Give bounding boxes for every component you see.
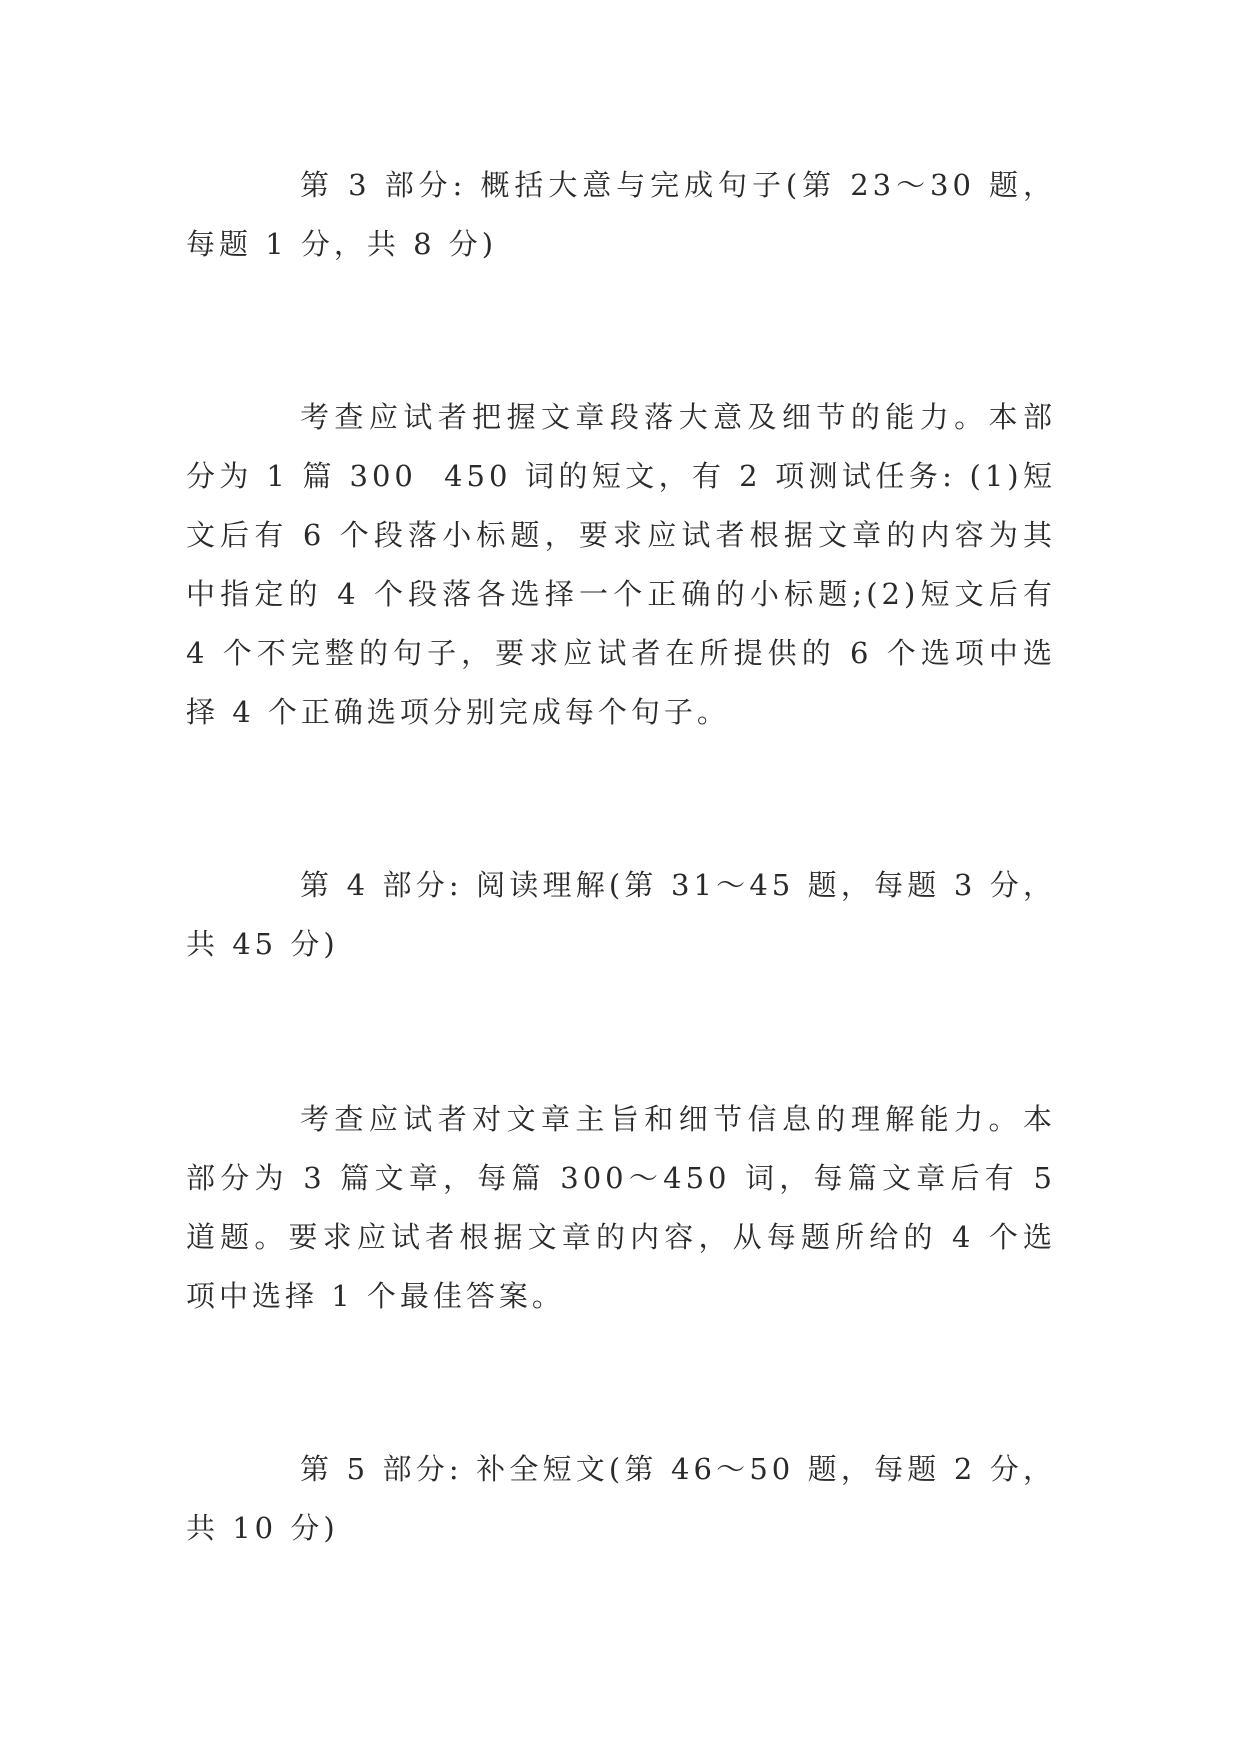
section-4-description: 考查应试者对文章主旨和细节信息的理解能力。本部分为 3 篇文章，每篇 300～450 词，每篇文章后有 5 道题。要求应试者根据文章的内容，从每题所给的 4 个选项中选择 1 个最佳答案。 [186, 1102, 1070, 1313]
section-3-description: 考查应试者把握文章段落大意及细节的能力。本部分为 1 篇 300 450 词的短文，有 2 项测试任务: (1)短文后有 6 个段落小标题，要求应试者根据文章的内容为其中指定的 4 个段落各选择一个正确的小标题;(2)短文后有 4 个不完整的句子，要求应试者在所提供的 6 个选项中选择 4 个正确选项分别完成每个句子。 [186, 400, 1070, 729]
section-4-heading: 第 4 部分: 阅读理解(第 31～45 题，每题 3 分，共 45 分) [186, 868, 1056, 961]
section-5-heading: 第 5 部分: 补全短文(第 46～50 题，每题 2 分，共 10 分) [186, 1452, 1056, 1545]
section-3-heading: 第 3 部分: 概括大意与完成句子(第 23～30 题，每题 1 分，共 8 分) [186, 168, 1056, 261]
